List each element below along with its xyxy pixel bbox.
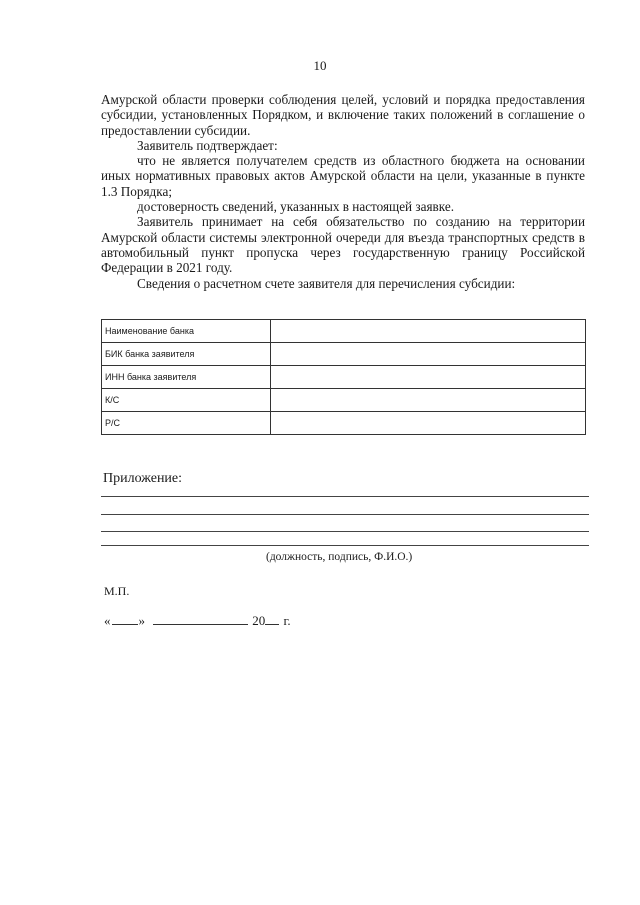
paragraph-reliability: достоверность сведений, указанных в настоящей заявке.	[137, 199, 454, 215]
year-blank[interactable]	[265, 612, 279, 625]
date-open-quote: «	[104, 613, 111, 628]
paragraph-not-recipient: что не является получателем средств из областного бюджета на основании иных нормативных правовых актов Амурской области на цели, указанные в пункте 1.3 Порядка;	[101, 153, 585, 199]
table-row	[102, 366, 586, 389]
signature-line[interactable]	[101, 545, 589, 546]
body-text	[101, 92, 585, 291]
table-row	[102, 412, 586, 435]
appendix-line[interactable]	[101, 496, 589, 497]
signature-caption: (должность, подпись, Ф.И.О.)	[266, 551, 413, 563]
settlement-account-value[interactable]	[271, 412, 586, 435]
table-row	[102, 343, 586, 366]
settlement-account-label: Р/С	[102, 412, 271, 435]
page-number: 10	[313, 58, 327, 73]
day-blank[interactable]	[112, 612, 138, 625]
stamp-label: М.П.	[104, 584, 130, 598]
date-line	[104, 612, 291, 629]
inn-label: ИНН банка заявителя	[102, 366, 271, 389]
appendix-label: Приложение:	[103, 471, 183, 486]
table-row	[102, 320, 586, 343]
paragraph-continuation: Амурской области проверки соблюдения целей, условий и порядка предоставления субсидии, установленных Порядком, и включение таких положений в соглашение о предоставлении субсидии.	[101, 92, 585, 138]
appendix-line[interactable]	[101, 531, 589, 532]
bik-label: БИК банка заявителя	[102, 343, 271, 366]
month-blank[interactable]	[153, 612, 248, 625]
paragraph-obligation: Заявитель принимает на себя обязательство по созданию на территории Амурской области системы электронной очереди для въезда транспортных средств в автомобильный пункт пропуска через государственную границу Российской Федерации в 2021 году.	[101, 214, 585, 276]
table-row	[102, 389, 586, 412]
paragraph-account-info: Сведения о расчетном счете заявителя для перечисления субсидии:	[137, 275, 516, 291]
correspondent-account-value[interactable]	[271, 389, 586, 412]
inn-value[interactable]	[271, 366, 586, 389]
bik-value[interactable]	[271, 343, 586, 366]
year-suffix: г.	[283, 613, 291, 628]
bank-name-label: Наименование банка	[102, 320, 271, 343]
bank-name-value[interactable]	[271, 320, 586, 343]
date-close-quote: »	[138, 613, 145, 628]
year-prefix: 20	[252, 613, 266, 628]
paragraph-applicant-confirms: Заявитель подтверждает:	[137, 137, 278, 153]
bank-details-table	[101, 319, 586, 435]
correspondent-account-label: К/С	[102, 389, 271, 412]
appendix-line[interactable]	[101, 514, 589, 515]
